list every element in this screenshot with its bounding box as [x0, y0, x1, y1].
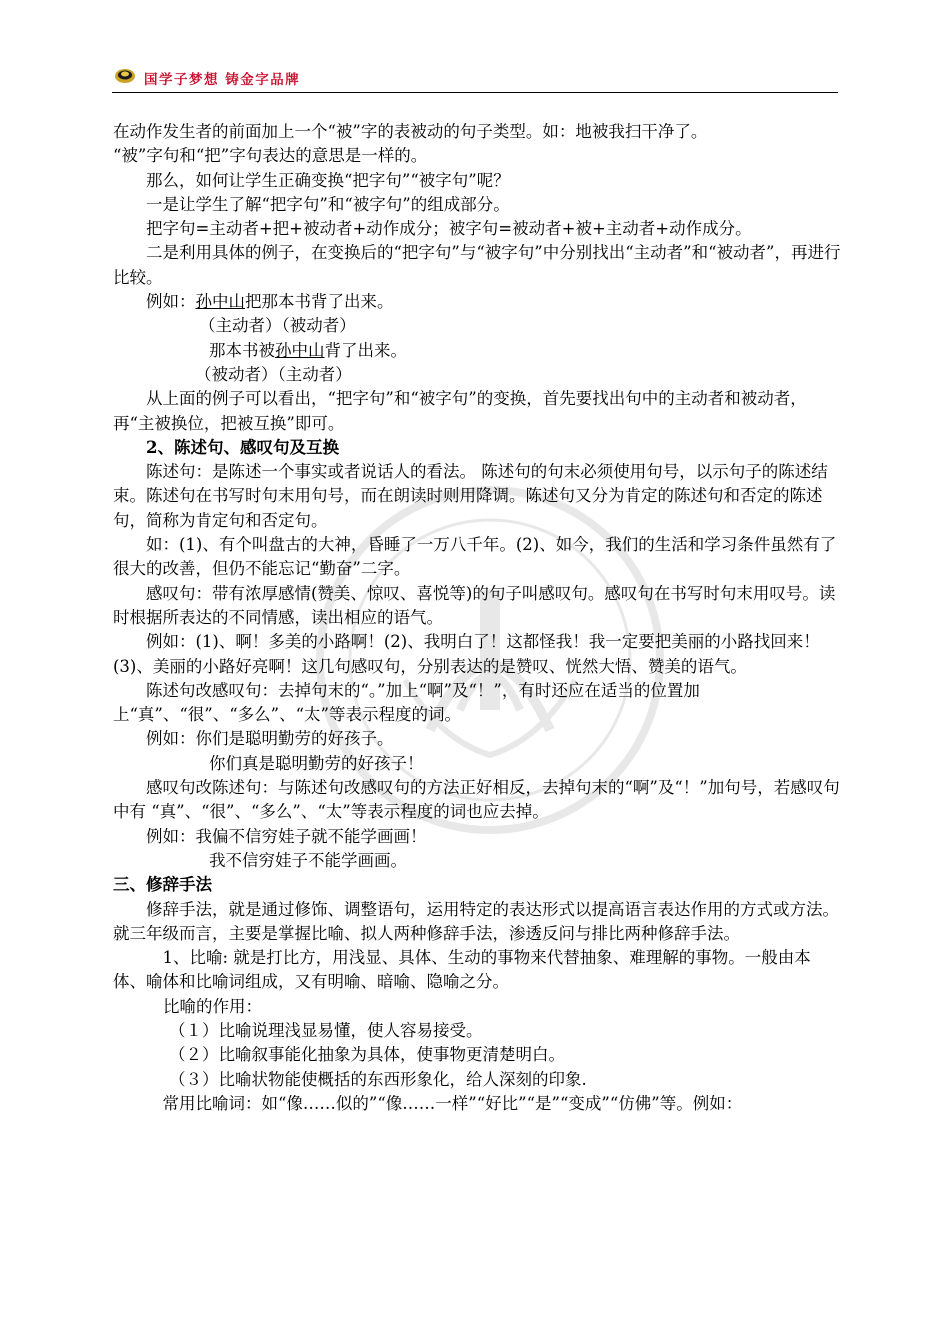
example-suffix: 背了出来。 [324, 340, 407, 360]
underlined-subject: 孙中山 [275, 340, 325, 360]
paragraph: 1、比喻: 就是打比方，用浅显、具体、生动的事物来代替抽象、难理解的事物。一般由本体、喻体和比喻词组成，又有明喻、暗喻、隐喻之分。 [113, 948, 811, 992]
paragraph: 感叹句：带有浓厚感情(赞美、惊叹、喜悦等)的句子叫感叹句。感叹句在书写时句末用叹号。读时根据所表达的不同情感，读出相应的语气。 [113, 583, 836, 627]
role-label-line: （主动者）（被动者） [199, 316, 356, 336]
example-line: 你们真是聪明勤劳的好孩子！ [209, 753, 424, 773]
list-item: （３）比喻状物能使概括的东西形象化，给人深刻的印象. [169, 1069, 587, 1089]
paragraph: 常用比喻词：如“像……似的”“像……一样”“好比”“是”“变成”“仿佛”等。例如： [162, 1093, 743, 1113]
example-prefix: 那本书被 [209, 340, 275, 360]
example-line: 例如：你们是聪明勤劳的好孩子。 [146, 729, 394, 749]
list-item: （１）比喻说理浅显易懂，使人容易接受。 [169, 1020, 483, 1040]
header-rule [112, 92, 838, 93]
example-suffix: 把那本书背了出来。 [245, 292, 394, 312]
example-line: 我不信穷娃子不能学画画。 [209, 850, 407, 870]
brand-slogan: 国学子梦想 铸金字品牌 [144, 72, 301, 88]
example-line [113, 339, 841, 363]
paragraph: 感叹句改陈述句：与陈述句改感叹句的方法正好相反，去掉句末的“啊”及“！”加句号，若感叹句中有 “真”、“很”、“多么”、“太”等表示程度的词也应去掉。 [113, 778, 840, 822]
role-label-line: （被动者）（主动者） [195, 364, 352, 384]
list-item: （２）比喻叙事能化抽象为具体，使事物更清楚明白。 [169, 1045, 565, 1065]
paragraph: 例如：(1)、啊！多美的小路啊！(2)、我明白了！这都怪我！我一定要把美丽的小路找回来！(3)、美丽的小路好亮啊！这几句感叹句，分别表达的是赞叹、恍然大悟、赞美的语气。 [113, 632, 820, 676]
paragraph: “被”字句和“把”字句表达的意思是一样的。 [113, 146, 428, 166]
paragraph: 修辞手法，就是通过修饰、调整语句，运用特定的表达形式以提高语言表达作用的方式或方法。就三年级而言，主要是掌握比喻、拟人两种修辞手法，渗透反问与排比两种修辞手法。 [113, 899, 839, 943]
example-line: 例如：我偏不信穷娃子就不能学画画！ [146, 826, 427, 846]
paragraph: 陈述句：是陈述一个事实或者说话人的看法。 陈述句的句末必须使用句号，以示句子的陈述结束。陈述句在书写时句末用句号，而在朗读时则用降调。陈述句又分为肯定的陈述句和否定的陈述句，简称为肯定句和否定句。 [113, 462, 828, 530]
paragraph: 那么，如何让学生正确变换“把字句”“被字句”呢？ [146, 170, 510, 190]
paragraph: 二是利用具体的例子，在变换后的“把字句”与“被字句”中分别找出“主动者”和“被动者”，再进行比较。 [113, 243, 841, 287]
formula-line: 把字句=主动者+把+被动者+动作成分；被字句=被动者+被+主动者+动作成分。 [146, 219, 752, 239]
page-header [112, 64, 838, 94]
section-heading: 三、修辞手法 [113, 875, 212, 895]
subheading: 比喻的作用： [163, 996, 262, 1016]
section-heading: 2、陈述句、感叹句及互换 [146, 437, 339, 457]
paragraph: 一是让学生了解“把字句”和“被字句”的组成部分。 [146, 194, 510, 214]
paragraph: 在动作发生者的前面加上一个“被”字的表被动的句子类型。如：地被我扫干净了。 [113, 122, 708, 141]
paragraph: 从上面的例子可以看出，“把字句”和“被字句”的变换，首先要找出句中的主动者和被动者，再“主被换位，把被互换”即可。 [113, 389, 807, 433]
document-body [113, 120, 841, 1116]
logo-icon [114, 66, 136, 84]
example-prefix: 例如： [146, 292, 196, 312]
paragraph: 陈述句改感叹句：去掉句末的“。”加上“啊”及“！”，有时还应在适当的位置加上“真”、“很”、“多么”、“太”等表示程度的词。 [113, 680, 700, 725]
underlined-subject: 孙中山 [195, 292, 245, 312]
paragraph: 如：(1)、有个叫盘古的大神，昏睡了一万八千年。(2)、如今，我们的生活和学习条件虽然有了很大的改善，但仍不能忘记“勤奋”二字。 [113, 535, 837, 579]
example-line [113, 290, 841, 314]
